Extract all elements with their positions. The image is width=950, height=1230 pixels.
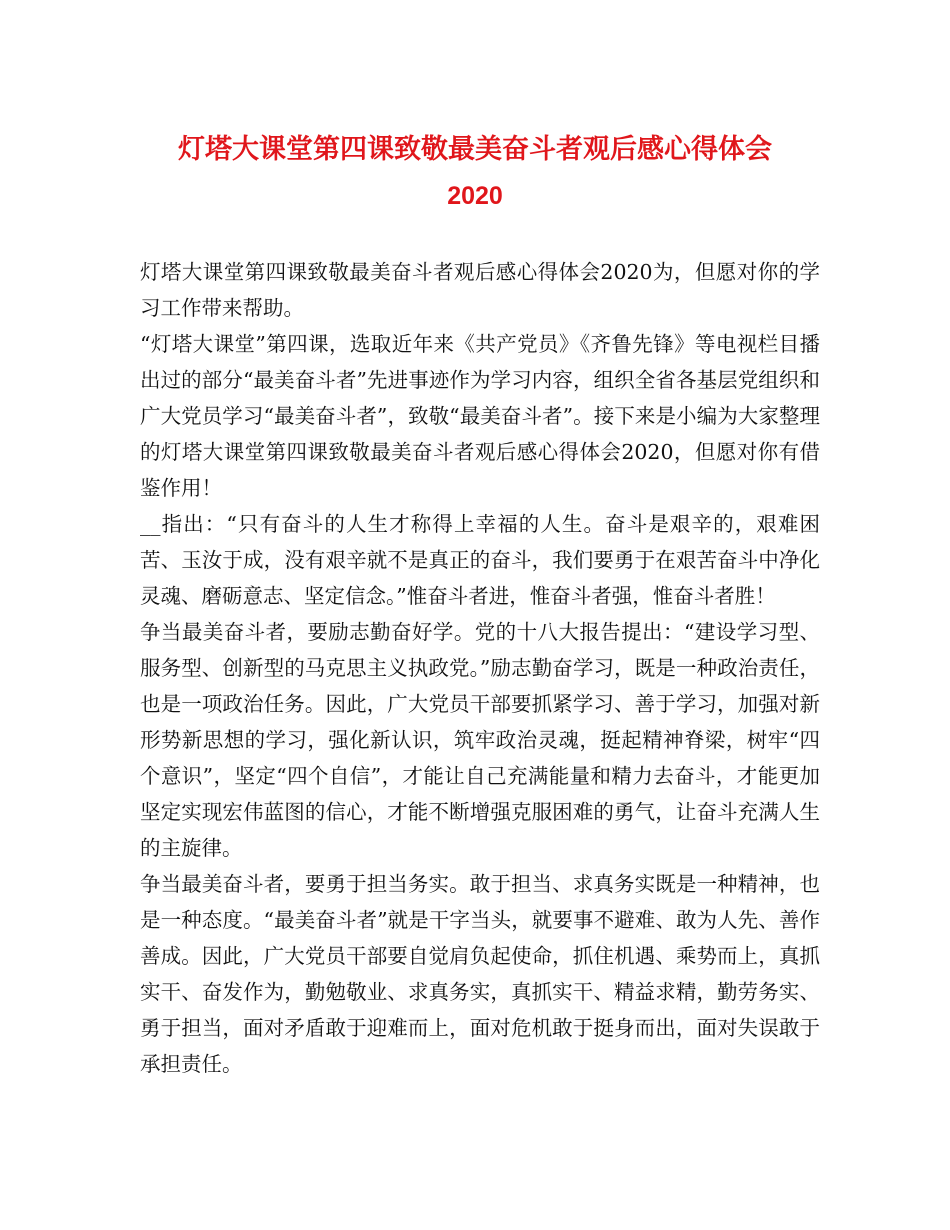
document-body (140, 254, 820, 1082)
document-title-line2: 2020 (447, 182, 503, 210)
paragraph-responsibility: 争当最美奋斗者，要勇于担当务实。敢于担当、求真务实既是一种精神，也是一种态度。“最美奋斗者”就是干字当头，就要事不避难、敢为人先、善作善成。因此，广大党员干部要自觉肩负起使命，抓住机遇、乘势而上，真抓实干、奋发作为，勤勉敬业、求真务实，真抓实干、精益求精，勤劳务实、勇于担当，面对矛盾敢于迎难而上，面对危机敢于挺身而出，面对失误敢于承担责任。 (140, 872, 820, 1076)
paragraph-study: 争当最美奋斗者，要励志勤奋好学。党的十八大报告提出：“建设学习型、服务型、创新型的马克思主义执政党。”励志勤奋学习，既是一种政治责任，也是一项政治任务。因此，广大党员干部要抓紧学习、善于学习，加强对新形势新思想的学习，强化新认识，筑牢政治灵魂，挺起精神脊梁，树牢“四个意识”，坚定“四个自信”，才能让自己充满能量和精力去奋斗，才能更加坚定实现宏伟蓝图的信心，才能不断增强克服困难的勇气，让奋斗充满人生的主旋律。 (140, 620, 820, 860)
paragraph-intro: 灯塔大课堂第四课致敬最美奋斗者观后感心得体会2020为，但愿对你的学习工作带来帮助。 (140, 260, 820, 320)
paragraph-quote: __指出：“只有奋斗的人生才称得上幸福的人生。奋斗是艰辛的，艰难困苦、玉汝于成，没有艰辛就不是真正的奋斗，我们要勇于在艰苦奋斗中净化灵魂、磨砺意志、坚定信念。”惟奋斗者进，惟奋斗者强，惟奋斗者胜！ (140, 512, 820, 608)
document-title-line1: 灯塔大课堂第四课致敬最美奋斗者观后感心得体会 (178, 134, 772, 165)
paragraph-lighthouse-course: “灯塔大课堂”第四课，选取近年来《共产党员》《齐鲁先锋》等电视栏目播出过的部分“最美奋斗者”先进事迹作为学习内容，组织全省各基层党组织和广大党员学习“最美奋斗者”，致敬“最美奋斗者”。接下来是小编为大家整理的灯塔大课堂第四课致敬最美奋斗者观后感心得体会2020，但愿对你有借鉴作用！ (140, 332, 820, 500)
